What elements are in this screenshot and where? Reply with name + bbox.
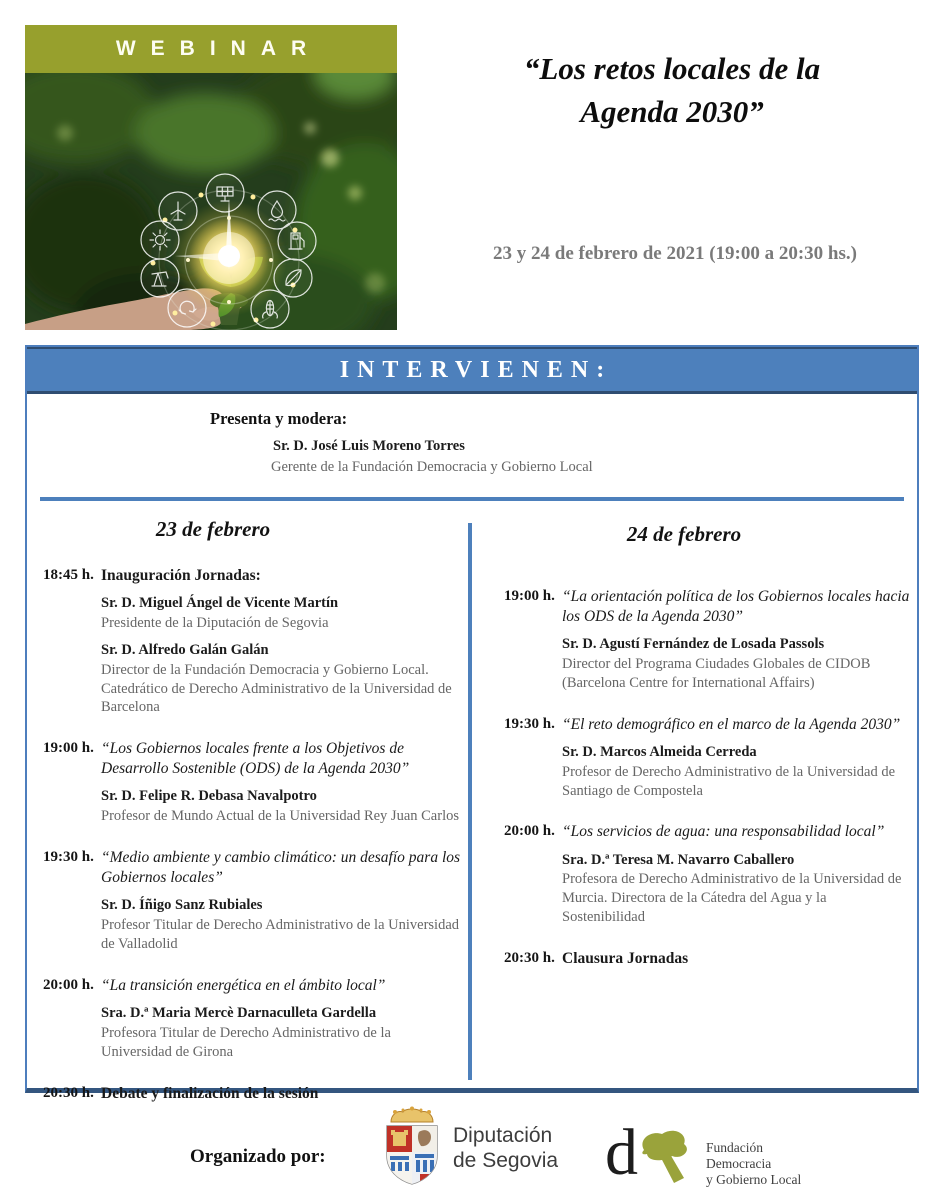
entry-time: 20:30 h. — [43, 1084, 94, 1101]
wind-turbine-icon — [159, 192, 197, 230]
solar-panel-icon — [206, 174, 244, 212]
entry-title: “Los servicios de agua: una responsabilidad local” — [562, 823, 885, 841]
fundacion-line3: y Gobierno Local — [706, 1172, 802, 1187]
corn-icon — [251, 290, 289, 328]
entry-title: “El reto demográfico en el marco de la Agenda 2030” — [562, 715, 901, 733]
intervienen-panel — [25, 345, 919, 1102]
organized-by-label: Organizado por: — [190, 1146, 326, 1167]
speaker-role: Profesor de Mundo Actual de la Universidad Rey Juan Carlos — [101, 808, 459, 825]
schedule-entry — [43, 1084, 463, 1104]
fundacion-logo — [605, 1116, 802, 1189]
day1-column — [43, 517, 463, 1126]
speaker-name: Sr. D. Alfredo Galán Galán — [101, 641, 269, 658]
hero-photo — [25, 73, 397, 330]
presenter-role: Gerente de la Fundación Democracia y Gobierno Local — [271, 459, 593, 475]
day1-heading: 23 de febrero — [155, 517, 271, 541]
entry-time: 19:00 h. — [504, 588, 555, 604]
speaker — [101, 641, 463, 717]
recycle-icon — [168, 289, 206, 327]
speaker — [101, 896, 463, 954]
schedule-entry — [504, 587, 910, 693]
speaker-name: Sra. D.ª Maria Mercè Darnaculleta Gardella — [101, 1005, 377, 1022]
entry-time: 18:45 h. — [43, 567, 94, 583]
entry-time: 19:30 h. — [504, 715, 555, 732]
schedule-entry — [43, 848, 463, 954]
speaker — [101, 594, 463, 633]
day2-heading: 24 de febrero — [626, 522, 742, 546]
entry-time: 20:00 h. — [43, 976, 94, 993]
segovia-crest-icon — [383, 1106, 441, 1190]
event-date: 23 y 24 de febrero de 2021 (19:00 a 20:30 hs.) — [493, 243, 857, 264]
speaker — [562, 743, 910, 801]
presenta-label: Presenta y modera: — [210, 409, 348, 428]
entry-title: “La orientación política de los Gobiernos locales hacia los ODS de la Agenda 2030” — [562, 588, 910, 626]
speaker-role: Director del Programa Ciudades Globales de CIDOB (Barcelona Centre for International Affairs) — [562, 656, 871, 691]
speaker-name: Sr. D. Marcos Almeida Cerreda — [562, 743, 757, 760]
leaf-icon — [274, 259, 312, 297]
fundacion-logo-text — [706, 1140, 801, 1188]
presenter-name: Sr. D. José Luis Moreno Torres — [273, 438, 465, 454]
entry-title: Clausura Jornadas — [562, 950, 689, 967]
schedule-entry — [43, 739, 463, 826]
horizontal-divider — [40, 497, 904, 501]
schedule-entry — [43, 976, 463, 1062]
speaker-role: Profesora de Derecho Administrativo de la Universidad de Murcia. Directora de la Cátedra del Agua y la Sostenibilidad — [562, 871, 902, 926]
speaker-role: Presidente de la Diputación de Segovia — [101, 614, 329, 631]
schedule-entry — [43, 566, 463, 717]
speaker — [562, 851, 910, 927]
fundacion-line2: Democracia — [706, 1156, 772, 1171]
oil-pump-icon — [141, 259, 179, 297]
entry-title: Debate y finalización de la sesión — [101, 1084, 319, 1102]
day2-column — [504, 522, 910, 991]
schedule-entry — [504, 822, 910, 927]
speaker-name: Sr. D. Miguel Ángel de Vicente Martín — [101, 595, 339, 612]
entry-title: “Medio ambiente y cambio climático: un desafío para los Gobiernos locales” — [101, 849, 461, 887]
fuel-pump-icon — [278, 222, 316, 260]
entry-time: 20:30 h. — [504, 950, 555, 966]
intervienen-heading: INTERVIENEN: — [27, 347, 917, 394]
entry-time: 19:00 h. — [43, 740, 94, 757]
entry-time: 20:00 h. — [504, 823, 555, 840]
speaker-name: Sr. D. Agustí Fernández de Losada Passols — [562, 636, 825, 653]
segovia-line2: de Segovia — [453, 1149, 559, 1172]
segovia-logo-text — [453, 1123, 558, 1173]
speaker-role: Profesor Titular de Derecho Administrativo de la Universidad de Valladolid — [101, 917, 460, 953]
webinar-banner: WEBINAR — [25, 25, 397, 73]
segovia-line1: Diputación — [453, 1124, 553, 1147]
fundacion-d-letter: d — [605, 1116, 638, 1189]
diputacion-segovia-logo — [383, 1106, 558, 1190]
fundacion-tree-icon — [634, 1128, 692, 1186]
speaker — [101, 787, 463, 826]
speaker — [101, 1004, 463, 1062]
crown — [391, 1107, 433, 1123]
entry-time: 19:30 h. — [43, 849, 94, 866]
page-title: “Los retos locales de la Agenda 2030” — [523, 51, 821, 129]
speaker-role: Profesor de Derecho Administrativo de la Universidad de Santiago de Compostela — [562, 763, 896, 799]
hero-photo-illustration — [25, 73, 397, 330]
speaker-name: Sra. D.ª Teresa M. Navarro Caballero — [562, 851, 795, 868]
speaker-name: Sr. D. Íñigo Sanz Rubiales — [101, 897, 263, 914]
entry-title: “La transición energética en el ámbito local” — [101, 976, 386, 994]
entry-title: Inauguración Jornadas: — [101, 567, 261, 584]
fundacion-line1: Fundación — [706, 1140, 763, 1155]
schedule-entry — [504, 949, 910, 969]
speaker-role: Director de la Fundación Democracia y Gobierno Local. Catedrático de Derecho Administrativo de la Universidad de Barcelona — [101, 661, 452, 716]
speaker-name: Sr. D. Felipe R. Debasa Navalpotro — [101, 788, 317, 805]
speaker — [562, 635, 910, 693]
schedule-entry — [504, 715, 910, 801]
entry-title: “Los Gobiernos locales frente a los Objetivos de Desarrollo Sostenible (ODS) de la Agenda 2030” — [101, 740, 410, 778]
column-divider — [468, 523, 472, 1080]
speaker-role: Profesora Titular de Derecho Administrativo de la Universidad de Girona — [101, 1024, 391, 1060]
